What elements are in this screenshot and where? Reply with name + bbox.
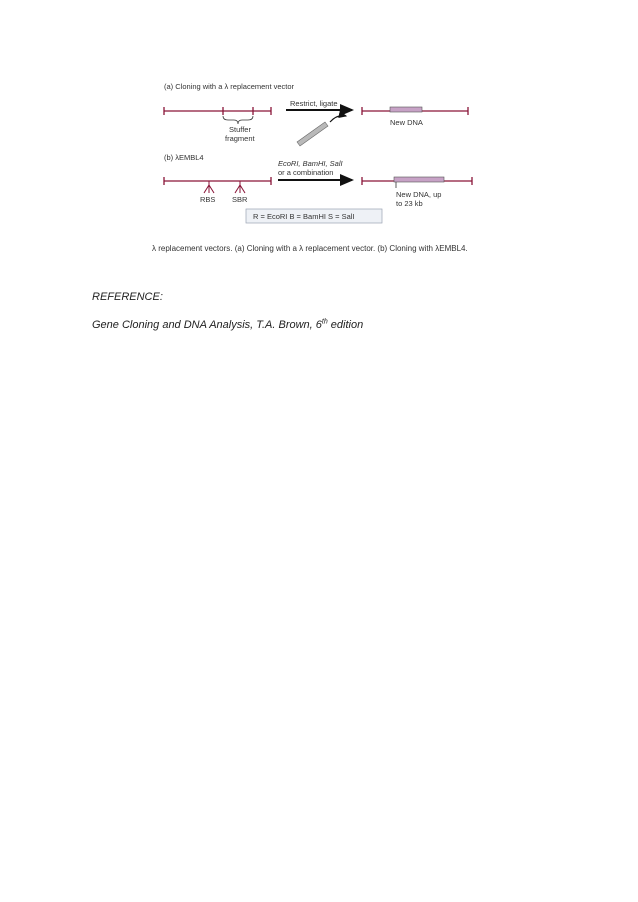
panel-a-product-label: New DNA: [390, 118, 423, 127]
panel-b-product-dna: [362, 177, 472, 188]
sbr-site-marker: [235, 181, 245, 193]
stuffer-brace: [223, 116, 253, 124]
panel-b-product-label-line2: to 23 kb: [396, 199, 423, 208]
stuffer-label-line2: fragment: [225, 134, 255, 143]
site-label-rbs: RBS: [200, 195, 216, 204]
panel-b-step-label-line2: or a combination: [278, 168, 334, 177]
panel-a-title: (a) Cloning with a λ replacement vector: [164, 82, 295, 91]
reference-citation: [92, 319, 363, 331]
citation-superscript: th: [321, 318, 328, 326]
panel-b-vector-dna: [164, 177, 271, 185]
panel-a-product-dna: [362, 107, 468, 115]
rbs-site-marker: [204, 181, 214, 193]
panel-a-vector-dna: [164, 107, 271, 115]
figure-diagram: [140, 70, 500, 260]
panel-b-title: (b) λEMBL4: [164, 153, 204, 162]
figure-caption: λ replacement vectors. (a) Cloning with a λ replacement vector. (b) Cloning with λEMBL4.: [152, 244, 468, 253]
incoming-dna-fragment: [297, 116, 346, 146]
citation-main: Gene Cloning and DNA Analysis, T.A. Brown, 6: [92, 319, 322, 331]
restriction-key: R = EcoRI B = BamHI S = SalI: [253, 212, 355, 221]
figure-lambda-replacement-vectors: [140, 70, 500, 260]
panel-b-step-label-line1: EcoRI, BamHI, SalI: [278, 159, 343, 168]
citation-tail: edition: [327, 319, 364, 331]
panel-a-step-label: Restrict, ligate: [290, 99, 338, 108]
panel-b-product-label-line1: New DNA, up: [396, 190, 442, 199]
site-label-sbr: SBR: [232, 195, 248, 204]
stuffer-label-line1: Stuffer: [229, 125, 251, 134]
reference-heading: REFERENCE:: [92, 291, 163, 303]
